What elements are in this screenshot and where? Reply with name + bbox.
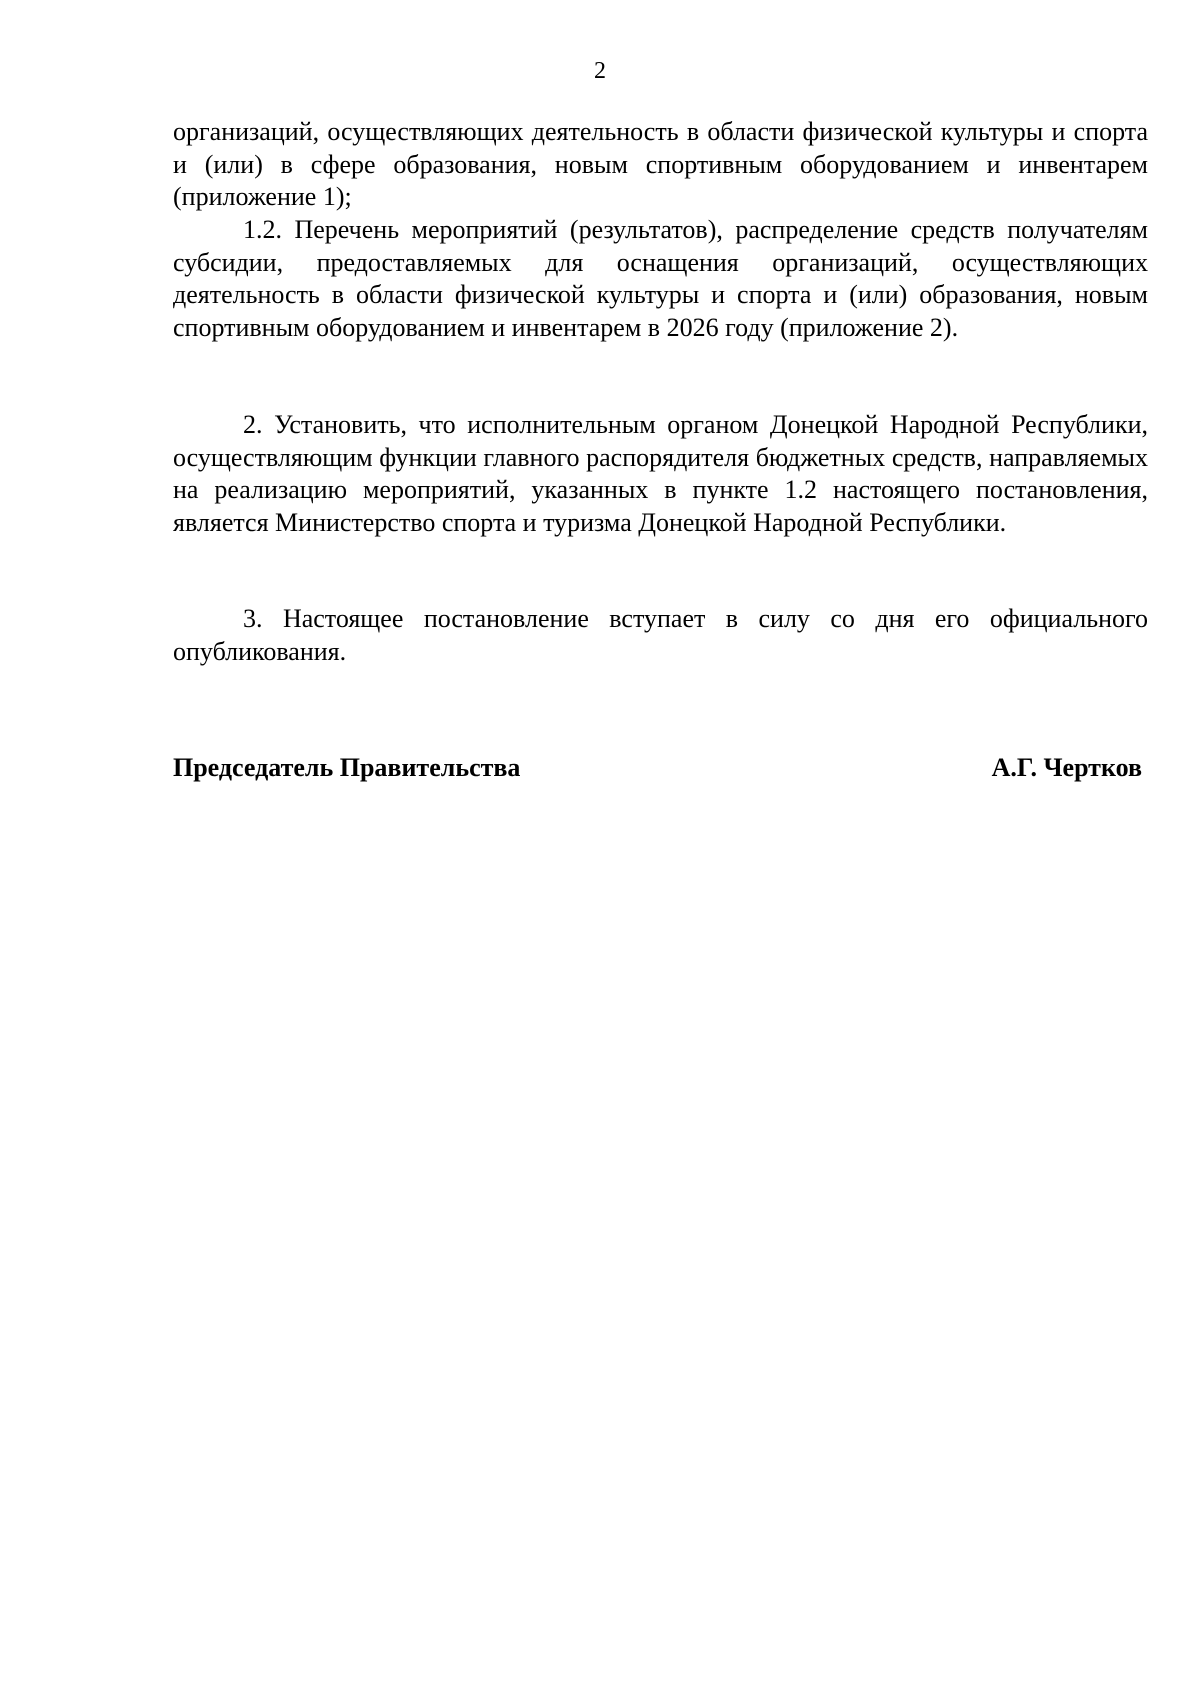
paragraph-item-3: 3. Настоящее постановление вступает в силу со дня его официального опубликования. bbox=[173, 604, 1148, 666]
page-number: 2 bbox=[594, 58, 606, 84]
signature-block bbox=[173, 752, 1148, 788]
paragraph-continuation: организаций, осуществляющих деятельность в области физической культуры и спорта и (или) в сфере образования, новым спортивным оборудованием и инвентарем (приложение 1); bbox=[173, 117, 1148, 211]
signature-name: А.Г. Чертков bbox=[991, 753, 1142, 782]
signature-role: Председатель Правительства bbox=[173, 753, 521, 782]
paragraph-item-1-2: 1.2. Перечень мероприятий (результатов), распределение средств получателям субсидии, предоставляемых для оснащения организаций, осуществляющих деятельность в области физической культуры и спорта и (или) образования, новым спортивным оборудованием и инвентарем в 2026 году (приложение 2). bbox=[173, 215, 1148, 342]
paragraph-item-2: 2. Установить, что исполнительным органом Донецкой Народной Республики, осуществляющим функции главного распорядителя бюджетных средств, направляемых на реализацию мероприятий, указанных в пункте 1.2 настоящего постановления, является Министерство спорта и туризма Донецкой Народной Республики. bbox=[173, 410, 1148, 537]
